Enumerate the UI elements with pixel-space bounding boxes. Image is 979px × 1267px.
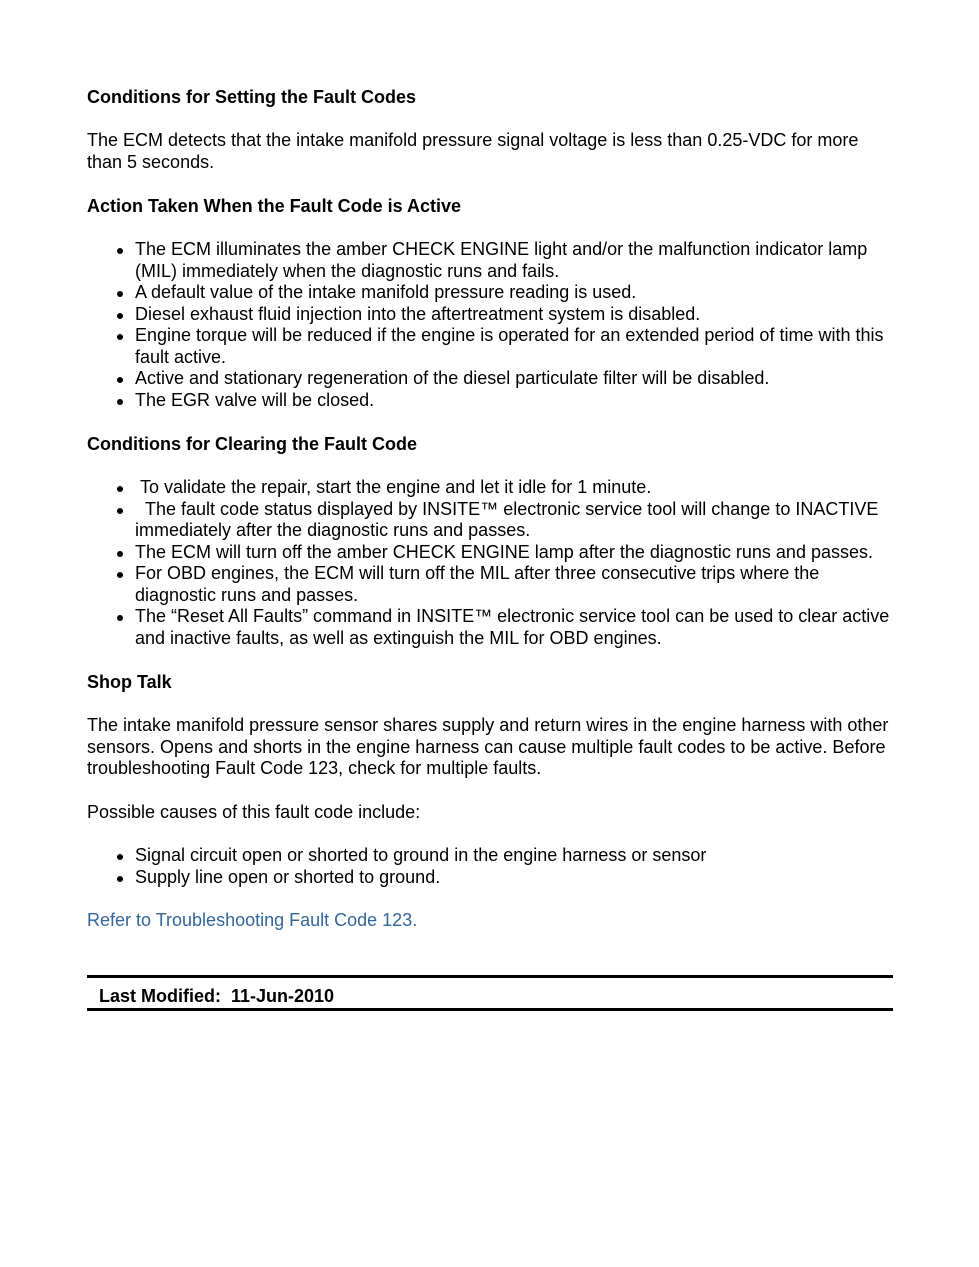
- possible-causes-intro: Possible causes of this fault code include:: [87, 801, 421, 822]
- last-modified-bar: [87, 975, 893, 1011]
- last-modified-label: Last Modified: 11-Jun-2010: [99, 986, 335, 1006]
- list-item: Signal circuit open or shorted to ground in the engine harness or sensor: [135, 845, 893, 867]
- action-list: [87, 239, 893, 411]
- list-item: The EGR valve will be closed.: [135, 390, 893, 412]
- list-item: Active and stationary regeneration of the diesel particulate filter will be disabled.: [135, 368, 893, 390]
- clearing-heading: Conditions for Clearing the Fault Code: [87, 434, 417, 454]
- troubleshooting-link[interactable]: Refer to Troubleshooting Fault Code 123.: [87, 910, 418, 930]
- list-item: Engine torque will be reduced if the engine is operated for an extended period of time with this fault active.: [135, 325, 893, 368]
- list-item: Supply line open or shorted to ground.: [135, 867, 893, 889]
- action-heading: Action Taken When the Fault Code is Active: [87, 196, 462, 216]
- shop-talk-body: The intake manifold pressure sensor shares supply and return wires in the engine harness with other sensors. Opens and shorts in the engine harness can cause multiple fault codes to be active. Before troubleshooting Fault Code 123, check for multiple faults.: [87, 715, 889, 778]
- list-item: The “Reset All Faults” command in INSITE™ electronic service tool can be used to clear active and inactive faults, as well as extinguish the MIL for OBD engines.: [135, 606, 893, 649]
- list-item: Diesel exhaust fluid injection into the aftertreatment system is disabled.: [135, 304, 893, 326]
- setting-heading: Conditions for Setting the Fault Codes: [87, 87, 416, 107]
- clearing-list: [87, 477, 893, 649]
- list-item: A default value of the intake manifold pressure reading is used.: [135, 282, 893, 304]
- list-item: For OBD engines, the ECM will turn off the MIL after three consecutive trips where the diagnostic runs and passes.: [135, 563, 893, 606]
- list-item: The fault code status displayed by INSITE™ electronic service tool will change to INACTIVE immediately after the diagnostic runs and passes.: [135, 499, 893, 542]
- shop-talk-heading: Shop Talk: [87, 672, 172, 692]
- list-item: The ECM will turn off the amber CHECK ENGINE lamp after the diagnostic runs and passes.: [135, 542, 893, 564]
- causes-list: [87, 845, 893, 888]
- setting-body: The ECM detects that the intake manifold pressure signal voltage is less than 0.25-VDC for more than 5 seconds.: [87, 130, 859, 172]
- document-content: [87, 86, 893, 932]
- list-item: To validate the repair, start the engine and let it idle for 1 minute.: [135, 477, 893, 499]
- list-item: The ECM illuminates the amber CHECK ENGINE light and/or the malfunction indicator lamp (MIL) immediately when the diagnostic runs and fails.: [135, 239, 893, 282]
